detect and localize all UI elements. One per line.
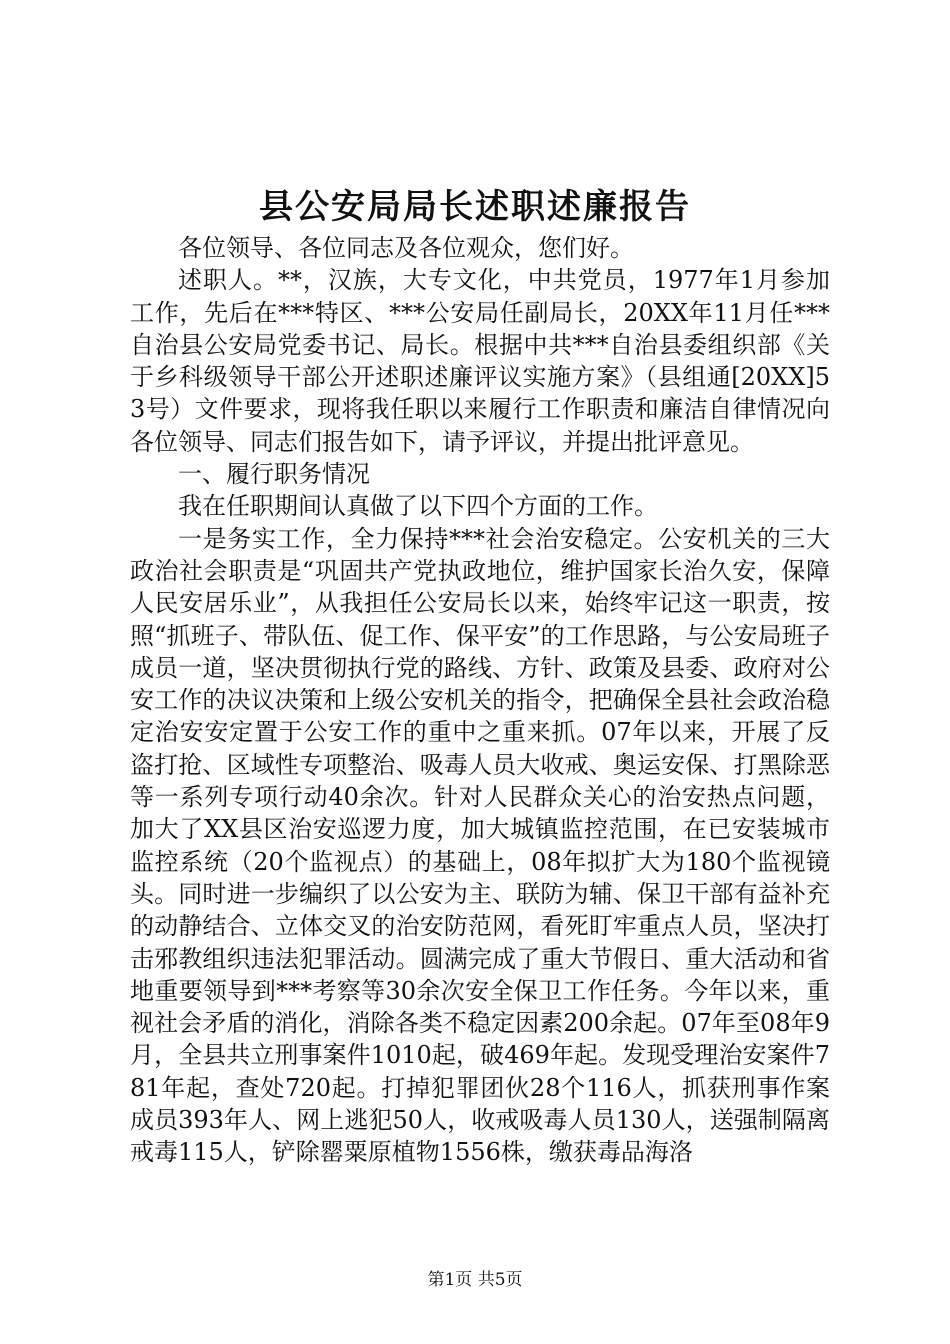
paragraph-summary: 我在任职期间认真做了以下四个方面的工作。 [178,492,658,521]
paragraph-greeting: 各位领导、各位同志及各位观众，您们好。 [178,234,634,262]
document-body [130,232,830,1169]
paragraph-work-item-one: 一是务实工作，全力保持***社会治安稳定。公安机关的三大政治社会职责是“巩固共产党执政地位，维护国家长治久安，保障人民安居乐业”，从我担任公安局长以来，始终牢记这一职责，按照“抓班子、带队伍、促工作、保平安”的工作思路，与公安局班子成员一道，坚决贯彻执行党的路线、方针、政策及县委、政府对公安工作的决议决策和上级公安机关的指令，把确保全县社会政治稳定治安安定置于公安工作的重中之重来抓。07年以来，开展了反盗打抢、区域性专项整治、吸毒人员大收戒、奥运安保、打黑除恶等一系列专项行动40余次。针对人民群众关心的治安热点问题，加大了XX县区治安巡逻力度，加大城镇监控范围，在已安装城市监控系统（20个监视点）的基础上，08年拟扩大为180个监视镜头。同时进一步编织了以公安为主、联防为辅、保卫干部有益补充的动静结合、立体交叉的治安防范网，看死盯牢重点人员，坚决打击邪教组织违法犯罪活动。圆满完成了重大节假日、重大活动和省地重要领导到***考察等30余次安全保卫工作任务。今年以来，重视社会矛盾的消化，消除各类不稳定因素200余起。07年至08年9月，全县共立刑事案件1010起，破469年起。发现受理治安案件781年起，查处720起。打掉犯罪团伙28个116人，抓获刑事作案成员393年人、网上逃犯50人，收戒吸毒人员130人，送强制隔离戒毒115人，铲除罂粟原植物1556株，缴获毒品海洛 [130,524,830,1167]
section-heading: 一、履行职务情况 [178,460,370,489]
document-title: 县公安局局长述职述廉报告 [259,187,691,227]
paragraph-introduction: 述职人。**，汉族，大专文化，中共党员，1977年1月参加工作，先后在***特区、***公安局任副局长，20XX年11月任***自治县公安局党委书记、局长。根据中共***自治县委组织部《关于乡科级领导干部公开述职述廉评议实施方案》（县组通[20XX]53号）文件要求，现将我任职以来履行工作职责和廉洁自律情况向各位领导、同志们报告如下，请予评议，并提出批评意见。 [130,266,830,456]
page-number-footer: 第1页 共5页 [427,1270,523,1290]
